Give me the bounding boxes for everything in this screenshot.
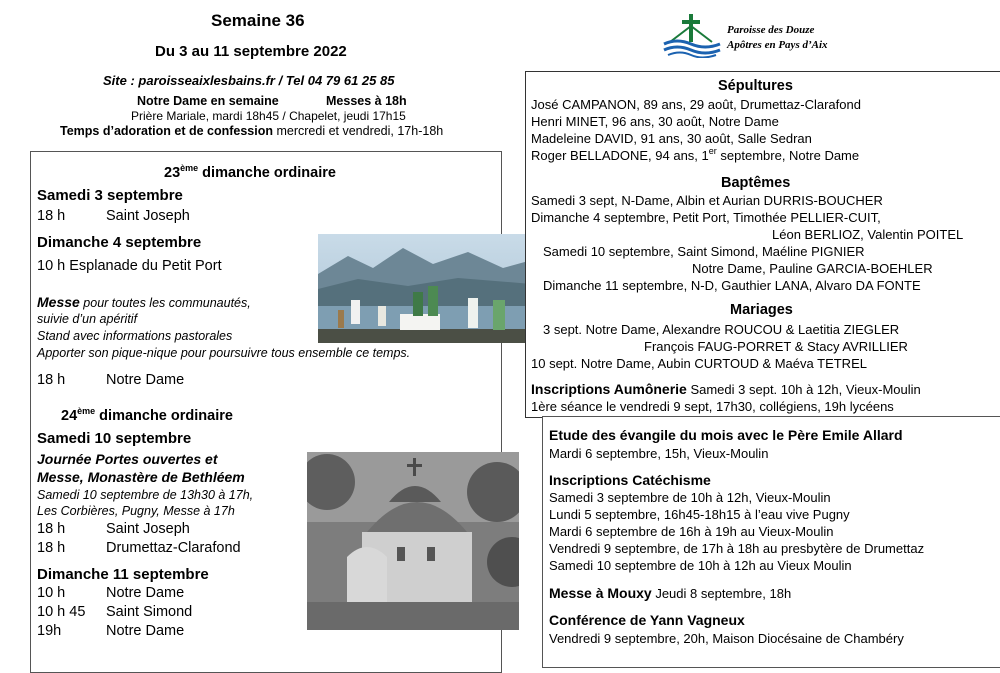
sat-3-heading: Samedi 3 septembre: [37, 187, 183, 204]
sepulture-1: José CAMPANON, 89 ans, 29 août, Drumettaz-Clarafond: [531, 97, 861, 112]
catechisme-row-2: Lundi 5 septembre, 16h45-18h15 à l’eau vive Pugny: [549, 507, 850, 522]
logo-line-1: Paroisse des Douze: [727, 24, 815, 36]
sun-11-heading: Dimanche 11 septembre: [37, 566, 209, 583]
week-title: Semaine 36: [211, 11, 305, 30]
sun-4b-time: 18 h: [37, 372, 66, 388]
sepulture-3: Madeleine DAVID, 91 ans, 30 août, Salle Sedran: [531, 131, 812, 146]
mouxy-line: [549, 585, 791, 601]
sunday-24-sup: ème: [77, 406, 96, 416]
open-day-line-2: Messe, Monastère de Bethléem: [37, 469, 245, 485]
sunday-23-text: dimanche ordinaire: [198, 165, 336, 181]
sun-4-heading: Dimanche 4 septembre: [37, 234, 202, 251]
lake-mass-photo-image: [318, 234, 532, 343]
etude-details: Mardi 6 septembre, 15h, Vieux-Moulin: [549, 446, 769, 461]
sun-4-line: 10 h Esplanade du Petit Port: [37, 258, 222, 274]
weekday-mass-time: Messes à 18h: [326, 94, 407, 108]
sunday-24-text: dimanche ordinaire: [95, 408, 233, 424]
sun-11-row-1-place: Notre Dame: [106, 585, 185, 601]
sat-3-place: Saint Joseph: [106, 208, 190, 224]
catechisme-title: Inscriptions Catéchisme: [549, 472, 711, 488]
parish-logo: [662, 12, 722, 58]
monastery-photo: [307, 452, 519, 630]
sat-10-heading: Samedi 10 septembre: [37, 430, 192, 447]
catechisme-row-3: Mardi 6 septembre de 16h à 19h au Vieux-Moulin: [549, 524, 834, 539]
sat-10-row-1-time: 18 h: [37, 521, 66, 537]
baptemes-title: Baptêmes: [721, 175, 791, 191]
sepulture-4-a: Roger BELLADONE, 94 ans, 1: [531, 148, 709, 163]
mariage-2: François FAUG-PORRET & Stacy AVRILLIER: [644, 339, 908, 354]
conference-title: Conférence de Yann Vagneux: [549, 612, 745, 628]
open-day-line-4: Les Corbières, Pugny, Messe à 17h: [37, 504, 235, 518]
bapteme-1: Samedi 3 sept, N-Dame, Albin et Aurian DURRIS-BOUCHER: [531, 193, 883, 208]
sepulture-2: Henri MINET, 96 ans, 30 août, Notre Dame: [531, 114, 779, 129]
aumonerie-title: Inscriptions Aumônerie: [531, 381, 687, 397]
monastery-photo-image: [307, 452, 519, 630]
messe-note-1: [37, 294, 251, 310]
sepulture-4: [531, 148, 859, 163]
sun-11-row-3-time: 19h: [37, 623, 62, 639]
bapteme-5: Notre Dame, Pauline GARCIA-BOEHLER: [692, 261, 933, 276]
catechisme-row-1: Samedi 3 septembre de 10h à 12h, Vieux-Moulin: [549, 490, 831, 505]
open-day-line-3: Samedi 10 septembre de 13h30 à 17h,: [37, 488, 254, 502]
prayer-info: Prière Mariale, mardi 18h45 / Chapelet, jeudi 17h15: [131, 109, 406, 123]
catechisme-row-4: Vendredi 9 septembre, de 17h à 18h au presbytère de Drumettaz: [549, 541, 925, 556]
etude-title: Etude des évangile du mois avec le Père Emile Allard: [549, 427, 903, 443]
mouxy-details: Jeudi 8 septembre, 18h: [651, 586, 792, 601]
sun-4b-place: Notre Dame: [106, 372, 185, 388]
sunday-24-number: 24: [61, 408, 78, 424]
mariages-title: Mariages: [730, 302, 793, 318]
messe-note-3: Stand avec informations pastorales: [37, 329, 233, 343]
sun-11-row-1-time: 10 h: [37, 585, 66, 601]
sat-10-row-2-place: Drumettaz-Clarafond: [106, 540, 241, 556]
aumonerie-line-1: [531, 381, 921, 397]
aumonerie-details: Samedi 3 sept. 10h à 12h, Vieux-Moulin: [686, 382, 921, 397]
site-contact[interactable]: Site : paroisseaixlesbains.fr / Tel 04 79 61 25 85: [103, 73, 395, 88]
sepultures-title: Sépultures: [718, 78, 793, 94]
sunday-24-heading: [61, 408, 233, 424]
conference-details: Vendredi 9 septembre, 20h, Maison Diocésaine de Chambéry: [549, 631, 904, 646]
sat-10-row-1-place: Saint Joseph: [106, 521, 190, 537]
catechisme-row-5: Samedi 10 septembre de 10h à 12h au Vieux Moulin: [549, 558, 852, 573]
sunday-23-sup: ème: [180, 163, 199, 173]
open-day-line-1: Journée Portes ouvertes et: [37, 451, 218, 467]
sunday-23-heading: [164, 165, 336, 181]
bapteme-2: Dimanche 4 septembre, Petit Port, Timothée PELLIER-CUIT,: [531, 210, 881, 225]
sun-11-row-2-place: Saint Simond: [106, 604, 193, 620]
adoration-times: mercredi et vendredi, 17h-18h: [273, 124, 444, 138]
weekday-mass-label: Notre Dame en semaine: [137, 94, 279, 108]
adoration-info: [60, 124, 443, 138]
date-range: Du 3 au 11 septembre 2022: [155, 43, 347, 60]
bapteme-3: Léon BERLIOZ, Valentin POITEL: [772, 227, 964, 242]
sepulture-4-sup: er: [708, 146, 717, 156]
adoration-label: Temps d’adoration et de confession: [60, 124, 273, 138]
logo-line-2: Apôtres en Pays d’Aix: [727, 39, 828, 51]
sat-3-time: 18 h: [37, 208, 66, 224]
bapteme-6: Dimanche 11 septembre, N-D, Gauthier LANA, Alvaro DA FONTE: [543, 278, 921, 293]
mouxy-title: Messe à Mouxy: [549, 585, 652, 601]
sun-11-row-3-place: Notre Dame: [106, 623, 185, 639]
lake-mass-photo: [318, 234, 532, 343]
messe-word: Messe: [37, 294, 80, 310]
mariage-1: 3 sept. Notre Dame, Alexandre ROUCOU & Laetitia ZIEGLER: [543, 322, 900, 337]
sat-10-row-2-time: 18 h: [37, 540, 66, 556]
messe-note-2: suivie d’un apéritif: [37, 312, 138, 326]
aumonerie-line-2: 1ère séance le vendredi 9 sept, 17h30, collégiens, 19h lycéens: [531, 399, 894, 414]
sunday-23-number: 23: [164, 165, 181, 181]
bapteme-4: Samedi 10 septembre, Saint Simond, Maéline PIGNIER: [543, 244, 865, 259]
messe-rest: pour toutes les communautés,: [79, 296, 251, 310]
parish-logo-icon: [662, 12, 722, 58]
mariage-3: 10 sept. Notre Dame, Aubin CURTOUD & Maéva TETREL: [531, 356, 867, 371]
sun-11-row-2-time: 10 h 45: [37, 604, 86, 620]
messe-note-4: Apporter son pique-nique pour poursuivre tous ensemble ce temps.: [37, 346, 411, 360]
sepulture-4-b: septembre, Notre Dame: [716, 148, 860, 163]
